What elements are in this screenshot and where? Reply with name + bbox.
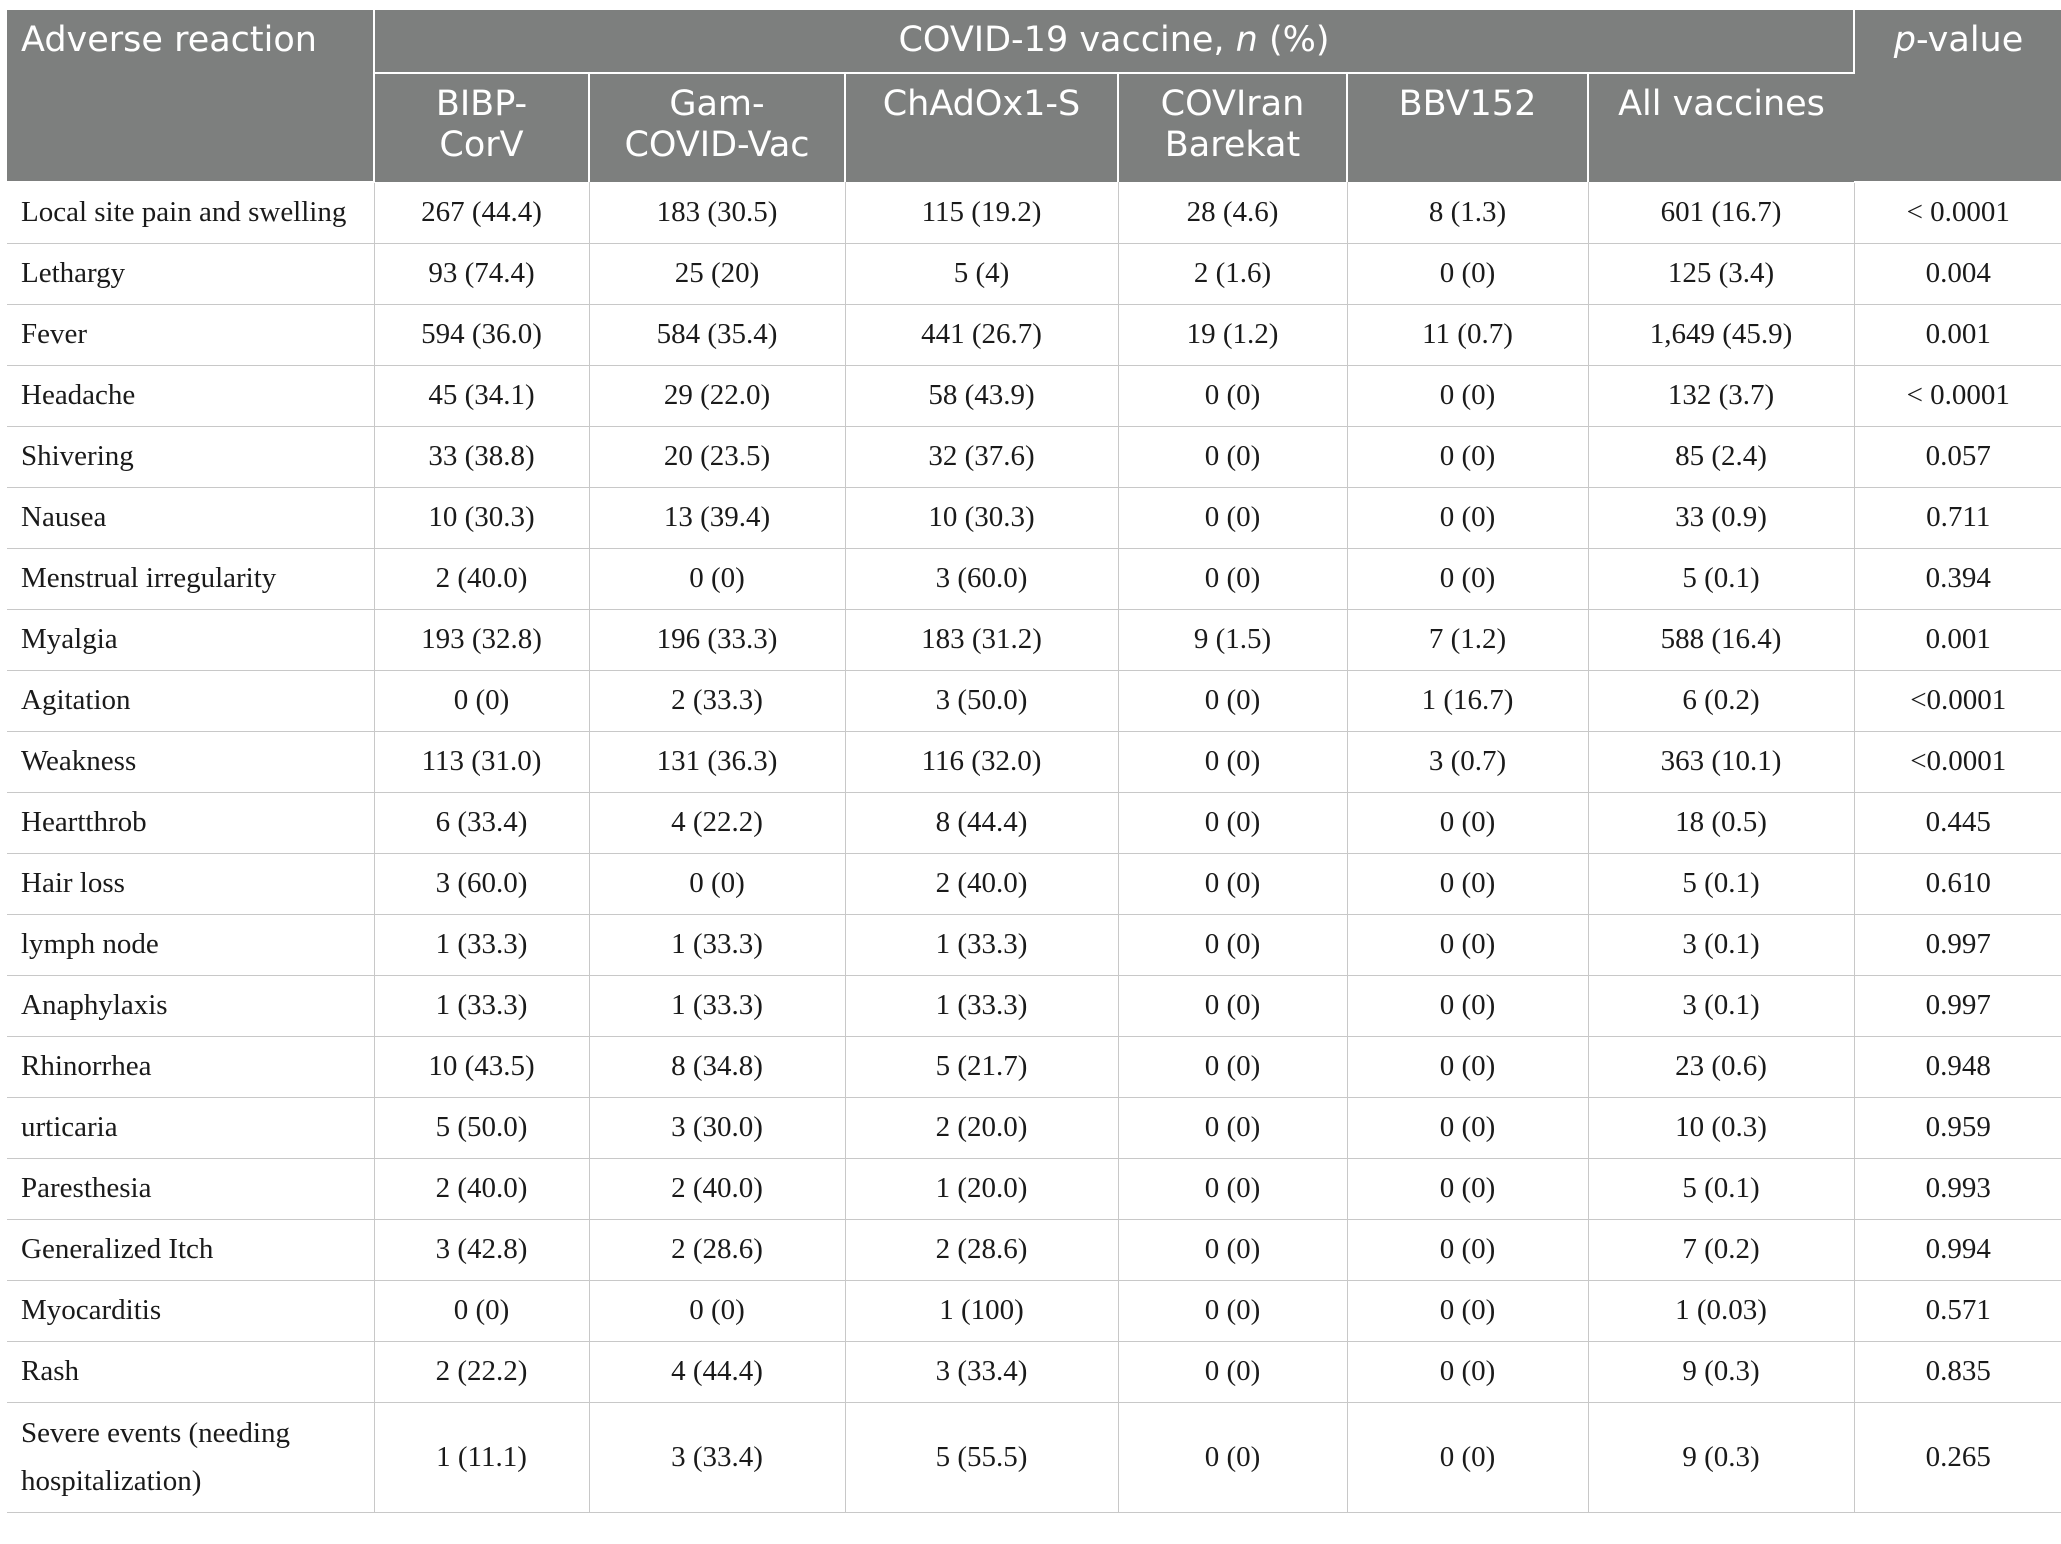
cell-bbv152: 1 (16.7) — [1347, 670, 1588, 731]
cell-gam-covid-vac: 2 (40.0) — [589, 1158, 845, 1219]
cell-chadox1-s: 115 (19.2) — [845, 182, 1118, 243]
cell-coviran-barekat: 0 (0) — [1118, 853, 1347, 914]
cell-adverse-reaction: Headache — [7, 365, 374, 426]
cell-adverse-reaction: Rash — [7, 1341, 374, 1402]
cell-all-vaccines: 7 (0.2) — [1588, 1219, 1854, 1280]
cell-bibp-corv: 594 (36.0) — [374, 304, 589, 365]
cell-p-value: 0.004 — [1854, 243, 2061, 304]
table-row — [7, 1341, 2061, 1402]
cell-bibp-corv: 3 (42.8) — [374, 1219, 589, 1280]
reaction-line1: Severe events (needing — [21, 1417, 290, 1449]
cell-bibp-corv: 3 (60.0) — [374, 853, 589, 914]
header-group-suffix: (%) — [1257, 20, 1330, 60]
cell-all-vaccines: 5 (0.1) — [1588, 1158, 1854, 1219]
cell-adverse-reaction: Agitation — [7, 670, 374, 731]
table-row — [7, 914, 2061, 975]
cell-coviran-barekat: 0 (0) — [1118, 792, 1347, 853]
cell-gam-covid-vac: 584 (35.4) — [589, 304, 845, 365]
cell-p-value: < 0.0001 — [1854, 182, 2061, 243]
cell-bbv152: 0 (0) — [1347, 792, 1588, 853]
cell-all-vaccines: 3 (0.1) — [1588, 914, 1854, 975]
cell-chadox1-s: 8 (44.4) — [845, 792, 1118, 853]
cell-bbv152: 0 (0) — [1347, 975, 1588, 1036]
header-gam-covid-vac — [589, 73, 845, 182]
cell-gam-covid-vac: 1 (33.3) — [589, 914, 845, 975]
table-row — [7, 182, 2061, 243]
cell-gam-covid-vac: 4 (44.4) — [589, 1341, 845, 1402]
cell-all-vaccines: 1,649 (45.9) — [1588, 304, 1854, 365]
table-row — [7, 1036, 2061, 1097]
cell-coviran-barekat: 0 (0) — [1118, 1036, 1347, 1097]
cell-bbv152: 0 (0) — [1347, 853, 1588, 914]
adverse-reaction-table — [7, 10, 2061, 1513]
cell-gam-covid-vac: 0 (0) — [589, 1280, 845, 1341]
cell-all-vaccines: 1 (0.03) — [1588, 1280, 1854, 1341]
cell-chadox1-s: 2 (20.0) — [845, 1097, 1118, 1158]
cell-bibp-corv: 93 (74.4) — [374, 243, 589, 304]
cell-gam-covid-vac: 2 (33.3) — [589, 670, 845, 731]
cell-all-vaccines: 10 (0.3) — [1588, 1097, 1854, 1158]
cell-bibp-corv: 45 (34.1) — [374, 365, 589, 426]
cell-bbv152: 0 (0) — [1347, 1158, 1588, 1219]
cell-chadox1-s: 5 (4) — [845, 243, 1118, 304]
cell-gam-covid-vac: 3 (33.4) — [589, 1402, 845, 1512]
cell-all-vaccines: 601 (16.7) — [1588, 182, 1854, 243]
cell-p-value: 0.997 — [1854, 975, 2061, 1036]
cell-bbv152: 0 (0) — [1347, 1036, 1588, 1097]
cell-bbv152: 11 (0.7) — [1347, 304, 1588, 365]
table-row — [7, 1219, 2061, 1280]
table-row — [7, 1158, 2061, 1219]
cell-p-value: <0.0001 — [1854, 731, 2061, 792]
cell-coviran-barekat: 0 (0) — [1118, 1158, 1347, 1219]
cell-p-value: <0.0001 — [1854, 670, 2061, 731]
cell-bibp-corv: 0 (0) — [374, 1280, 589, 1341]
cell-all-vaccines: 23 (0.6) — [1588, 1036, 1854, 1097]
cell-p-value: < 0.0001 — [1854, 365, 2061, 426]
header-p-italic: p — [1893, 20, 1916, 60]
cell-p-value: 0.001 — [1854, 304, 2061, 365]
cell-gam-covid-vac: 8 (34.8) — [589, 1036, 845, 1097]
cell-coviran-barekat: 0 (0) — [1118, 670, 1347, 731]
header-coviran-line2: Barekat — [1164, 125, 1301, 165]
cell-all-vaccines: 3 (0.1) — [1588, 975, 1854, 1036]
cell-all-vaccines: 9 (0.3) — [1588, 1341, 1854, 1402]
header-coviran-line1: COVIran — [1160, 84, 1305, 124]
cell-chadox1-s: 5 (21.7) — [845, 1036, 1118, 1097]
cell-bbv152: 0 (0) — [1347, 365, 1588, 426]
cell-adverse-reaction: Nausea — [7, 487, 374, 548]
table-row — [7, 548, 2061, 609]
table-row — [7, 1280, 2061, 1341]
header-bibp-line1: BIBP- — [435, 84, 528, 124]
cell-bibp-corv: 10 (43.5) — [374, 1036, 589, 1097]
cell-bibp-corv: 1 (33.3) — [374, 975, 589, 1036]
table-header — [7, 10, 2061, 182]
cell-all-vaccines: 588 (16.4) — [1588, 609, 1854, 670]
cell-p-value: 0.265 — [1854, 1402, 2061, 1512]
cell-bibp-corv: 0 (0) — [374, 670, 589, 731]
header-group-prefix: COVID-19 vaccine, — [898, 20, 1236, 60]
cell-bibp-corv: 1 (33.3) — [374, 914, 589, 975]
cell-gam-covid-vac: 196 (33.3) — [589, 609, 845, 670]
cell-adverse-reaction: Shivering — [7, 426, 374, 487]
cell-coviran-barekat: 19 (1.2) — [1118, 304, 1347, 365]
cell-bibp-corv: 113 (31.0) — [374, 731, 589, 792]
table-row — [7, 853, 2061, 914]
header-bibp-corv — [374, 73, 589, 182]
cell-coviran-barekat: 0 (0) — [1118, 1402, 1347, 1512]
cell-gam-covid-vac: 0 (0) — [589, 853, 845, 914]
cell-bbv152: 7 (1.2) — [1347, 609, 1588, 670]
cell-adverse-reaction: Heartthrob — [7, 792, 374, 853]
table-row — [7, 365, 2061, 426]
header-bibp-line2: CorV — [439, 125, 524, 165]
cell-p-value: 0.994 — [1854, 1219, 2061, 1280]
cell-p-value: 0.997 — [1854, 914, 2061, 975]
cell-p-value: 0.711 — [1854, 487, 2061, 548]
cell-chadox1-s: 32 (37.6) — [845, 426, 1118, 487]
table-row — [7, 243, 2061, 304]
cell-bbv152: 8 (1.3) — [1347, 182, 1588, 243]
table-row — [7, 975, 2061, 1036]
cell-gam-covid-vac: 131 (36.3) — [589, 731, 845, 792]
table-row — [7, 1097, 2061, 1158]
cell-p-value: 0.571 — [1854, 1280, 2061, 1341]
cell-all-vaccines: 33 (0.9) — [1588, 487, 1854, 548]
cell-adverse-reaction: Hair loss — [7, 853, 374, 914]
header-vaccine-group — [374, 10, 1854, 73]
cell-gam-covid-vac: 3 (30.0) — [589, 1097, 845, 1158]
cell-chadox1-s: 1 (100) — [845, 1280, 1118, 1341]
cell-adverse-reaction: Myalgia — [7, 609, 374, 670]
cell-bibp-corv: 267 (44.4) — [374, 182, 589, 243]
cell-coviran-barekat: 0 (0) — [1118, 487, 1347, 548]
table-row — [7, 731, 2061, 792]
cell-p-value: 0.835 — [1854, 1341, 2061, 1402]
cell-gam-covid-vac: 0 (0) — [589, 548, 845, 609]
table-body — [7, 182, 2061, 1512]
cell-chadox1-s: 2 (28.6) — [845, 1219, 1118, 1280]
cell-chadox1-s: 10 (30.3) — [845, 487, 1118, 548]
cell-adverse-reaction: Weakness — [7, 731, 374, 792]
cell-bibp-corv: 5 (50.0) — [374, 1097, 589, 1158]
cell-adverse-reaction: Myocarditis — [7, 1280, 374, 1341]
cell-adverse-reaction — [7, 1402, 374, 1512]
cell-chadox1-s: 183 (31.2) — [845, 609, 1118, 670]
cell-all-vaccines: 9 (0.3) — [1588, 1402, 1854, 1512]
cell-bbv152: 0 (0) — [1347, 914, 1588, 975]
cell-all-vaccines: 5 (0.1) — [1588, 853, 1854, 914]
cell-gam-covid-vac: 183 (30.5) — [589, 182, 845, 243]
cell-bbv152: 0 (0) — [1347, 426, 1588, 487]
cell-coviran-barekat: 0 (0) — [1118, 426, 1347, 487]
cell-chadox1-s: 58 (43.9) — [845, 365, 1118, 426]
cell-gam-covid-vac: 4 (22.2) — [589, 792, 845, 853]
header-p-value — [1854, 10, 2061, 182]
cell-chadox1-s: 3 (60.0) — [845, 548, 1118, 609]
cell-gam-covid-vac: 29 (22.0) — [589, 365, 845, 426]
cell-adverse-reaction: lymph node — [7, 914, 374, 975]
cell-bibp-corv: 2 (22.2) — [374, 1341, 589, 1402]
cell-adverse-reaction: Local site pain and swelling — [7, 182, 374, 243]
table-row — [7, 426, 2061, 487]
cell-bbv152: 0 (0) — [1347, 1097, 1588, 1158]
cell-adverse-reaction: Anaphylaxis — [7, 975, 374, 1036]
header-group-n: n — [1235, 20, 1258, 60]
cell-p-value: 0.394 — [1854, 548, 2061, 609]
cell-gam-covid-vac: 20 (23.5) — [589, 426, 845, 487]
header-adverse-reaction: Adverse reaction — [7, 10, 374, 182]
table-row — [7, 792, 2061, 853]
cell-coviran-barekat: 0 (0) — [1118, 1280, 1347, 1341]
cell-adverse-reaction: urticaria — [7, 1097, 374, 1158]
reaction-line2: hospitalization) — [21, 1465, 202, 1497]
header-gam-line1: Gam- — [669, 84, 765, 124]
table-row — [7, 670, 2061, 731]
cell-all-vaccines: 18 (0.5) — [1588, 792, 1854, 853]
cell-gam-covid-vac: 1 (33.3) — [589, 975, 845, 1036]
cell-p-value: 0.610 — [1854, 853, 2061, 914]
cell-coviran-barekat: 2 (1.6) — [1118, 243, 1347, 304]
cell-gam-covid-vac: 13 (39.4) — [589, 487, 845, 548]
cell-bbv152: 3 (0.7) — [1347, 731, 1588, 792]
adverse-reaction-table-container — [7, 10, 2061, 1513]
cell-adverse-reaction: Menstrual irregularity — [7, 548, 374, 609]
cell-all-vaccines: 363 (10.1) — [1588, 731, 1854, 792]
cell-bibp-corv: 2 (40.0) — [374, 548, 589, 609]
cell-bibp-corv: 1 (11.1) — [374, 1402, 589, 1512]
cell-chadox1-s: 1 (33.3) — [845, 914, 1118, 975]
cell-chadox1-s: 5 (55.5) — [845, 1402, 1118, 1512]
cell-bbv152: 0 (0) — [1347, 1219, 1588, 1280]
cell-adverse-reaction: Fever — [7, 304, 374, 365]
cell-bibp-corv: 2 (40.0) — [374, 1158, 589, 1219]
cell-all-vaccines: 85 (2.4) — [1588, 426, 1854, 487]
cell-chadox1-s: 441 (26.7) — [845, 304, 1118, 365]
cell-chadox1-s: 116 (32.0) — [845, 731, 1118, 792]
cell-bibp-corv: 193 (32.8) — [374, 609, 589, 670]
cell-coviran-barekat: 0 (0) — [1118, 365, 1347, 426]
cell-chadox1-s: 1 (20.0) — [845, 1158, 1118, 1219]
cell-bbv152: 0 (0) — [1347, 243, 1588, 304]
cell-bibp-corv: 6 (33.4) — [374, 792, 589, 853]
header-p-suffix: -value — [1915, 20, 2024, 60]
cell-coviran-barekat: 0 (0) — [1118, 548, 1347, 609]
cell-gam-covid-vac: 2 (28.6) — [589, 1219, 845, 1280]
table-row — [7, 304, 2061, 365]
cell-adverse-reaction: Lethargy — [7, 243, 374, 304]
cell-coviran-barekat: 0 (0) — [1118, 975, 1347, 1036]
cell-adverse-reaction: Paresthesia — [7, 1158, 374, 1219]
cell-all-vaccines: 6 (0.2) — [1588, 670, 1854, 731]
cell-bbv152: 0 (0) — [1347, 1341, 1588, 1402]
cell-p-value: 0.445 — [1854, 792, 2061, 853]
cell-coviran-barekat: 0 (0) — [1118, 1097, 1347, 1158]
cell-all-vaccines: 125 (3.4) — [1588, 243, 1854, 304]
header-coviran-barekat — [1118, 73, 1347, 182]
cell-coviran-barekat: 0 (0) — [1118, 731, 1347, 792]
cell-p-value: 0.057 — [1854, 426, 2061, 487]
cell-p-value: 0.001 — [1854, 609, 2061, 670]
table-row — [7, 1402, 2061, 1512]
cell-bibp-corv: 10 (30.3) — [374, 487, 589, 548]
cell-chadox1-s: 2 (40.0) — [845, 853, 1118, 914]
cell-coviran-barekat: 0 (0) — [1118, 1219, 1347, 1280]
cell-coviran-barekat: 28 (4.6) — [1118, 182, 1347, 243]
header-chadox1-s: ChAdOx1-S — [845, 73, 1118, 182]
cell-chadox1-s: 3 (33.4) — [845, 1341, 1118, 1402]
header-all-vaccines: All vaccines — [1588, 73, 1854, 182]
cell-bbv152: 0 (0) — [1347, 487, 1588, 548]
header-gam-line2: COVID-Vac — [624, 125, 810, 165]
cell-p-value: 0.948 — [1854, 1036, 2061, 1097]
cell-coviran-barekat: 0 (0) — [1118, 914, 1347, 975]
cell-adverse-reaction: Generalized Itch — [7, 1219, 374, 1280]
header-bbv152: BBV152 — [1347, 73, 1588, 182]
table-row — [7, 609, 2061, 670]
cell-adverse-reaction: Rhinorrhea — [7, 1036, 374, 1097]
cell-p-value: 0.959 — [1854, 1097, 2061, 1158]
cell-gam-covid-vac: 25 (20) — [589, 243, 845, 304]
cell-p-value: 0.993 — [1854, 1158, 2061, 1219]
cell-chadox1-s: 3 (50.0) — [845, 670, 1118, 731]
cell-all-vaccines: 5 (0.1) — [1588, 548, 1854, 609]
cell-coviran-barekat: 0 (0) — [1118, 1341, 1347, 1402]
cell-bbv152: 0 (0) — [1347, 1280, 1588, 1341]
cell-all-vaccines: 132 (3.7) — [1588, 365, 1854, 426]
cell-coviran-barekat: 9 (1.5) — [1118, 609, 1347, 670]
cell-bbv152: 0 (0) — [1347, 548, 1588, 609]
table-row — [7, 487, 2061, 548]
cell-bbv152: 0 (0) — [1347, 1402, 1588, 1512]
cell-chadox1-s: 1 (33.3) — [845, 975, 1118, 1036]
cell-bibp-corv: 33 (38.8) — [374, 426, 589, 487]
